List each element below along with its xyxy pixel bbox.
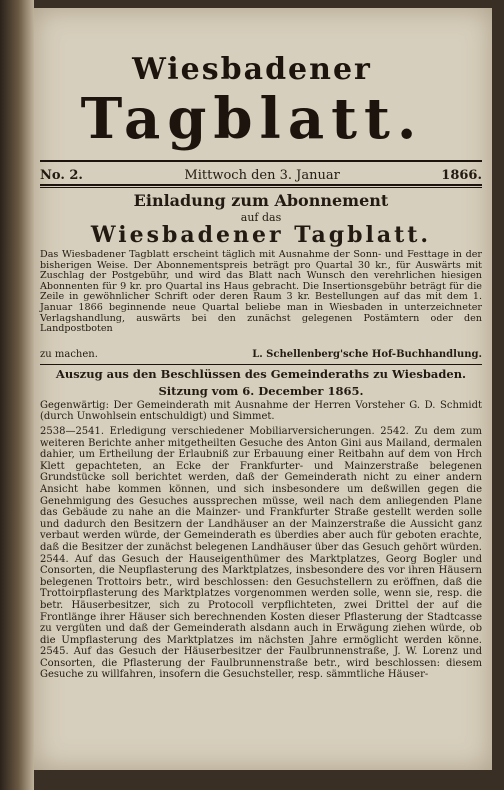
masthead-city: Wiesbadener [132, 52, 372, 87]
minutes-heading: Auszug aus den Beschlüssen des Gemeinderaths zu Wiesbaden. [55, 367, 467, 381]
invitation-connector: auf das [240, 211, 282, 224]
minutes-session: Sitzung vom 6. December 1865. [158, 384, 364, 398]
masthead-rule-top [40, 160, 482, 162]
invitation-paper-name: Wiesbadener Tagblatt. [90, 222, 432, 248]
section-divider [40, 364, 482, 365]
issue-year: 1866. [441, 167, 482, 183]
issue-number: No. 2. [40, 167, 83, 183]
invitation-signature-line [40, 349, 482, 360]
invitation-closing: zu machen. [40, 349, 98, 360]
masthead-title: Tagblatt. [80, 86, 424, 152]
issue-date: Mittwoch den 3. Januar [184, 167, 340, 183]
invitation-title: Einladung zum Abonnement [133, 191, 389, 210]
minutes-present: Gegenwärtig: Der Gemeinderath mit Ausnahme der Herren Vorsteher G. D. Schmidt (durch Unwohlsein entschuldigt) und Simmet. [40, 400, 482, 423]
minutes-body: 2538—2541. Erledigung verschiedener Mobiliarversicherungen. 2542. Zu dem zum weiteren Berichte anher mitgetheilten Gesuche des Anton Gini aus Mailand, dermalen dahier, um Ertheilung der Erlaubniß zur Erbauung einer Reitbahn auf dem von Hrch Klett gepachteten, an Ecke der Frankfurter- und Mainzerstraße belegenen Grundstücke soll berichtet werden, daß der Gemeinderath nicht zu einer andern Ansicht habe kommen können, und sich insbesondere um deßwillen gegen die Genehmigung des Gesuches aussprechen müsse, weil nach dem anliegenden Plane das Gebäude zu nahe an die Mainzer- und Frankfurter Straße gestellt werden solle und dadurch den Besitzern der Landhäuser an der Mainzerstraße die Aussicht ganz verbaut werden würde, der Gemeinderath es überdies aber auch für geboten erachte, daß die Besitzer der zunächst belegenen Landhäuser über das Gesuch gehört würden. 2544. Auf das Gesuch der Hauseigenthümer des Marktplatzes, Georg Bogler und Consorten, die Neupflasterung des Marktplatzes, insbesondere des vor ihren Häusern belegenen Trottoirs betr., wird beschlossen: den Gesuchstellern zu eröffnen, daß die Trottoirpflasterung des Marktplatzes vorgenommen werden solle, wenn sie, resp. die betr. Häuserbesitzer, sich zu Protocoll verpflichteten, zwei Drittel der auf die Frontlänge ihrer Häuser sich berechnenden Kosten dieser Pflasterung der Stadtcasse zu vergüten und daß der Gemeinderath alsdann auch in Erwägung ziehen würde, ob die Umpflasterung des Marktplatzes im nächsten Jahre ermöglicht werden könne. 2545. Auf das Gesuch der Häuserbesitzer der Faulbrunnenstraße, J. W. Lorenz und Consorten, die Pflasterung der Faulbrunnenstraße betr., wird beschlossen: diesem Gesuche zu willfahren, insofern die Gesuchsteller, resp. sämmtliche Häuser- [40, 426, 482, 681]
dateline [40, 166, 482, 184]
masthead-rule-double [40, 187, 482, 188]
masthead-rule-bottom [40, 184, 482, 186]
invitation-signature: L. Schellenberg'sche Hof-Buchhandlung. [252, 349, 482, 360]
invitation-text: Das Wiesbadener Tagblatt erscheint täglich mit Ausnahme der Sonn- und Festtage in der bisherigen Weise. Der Abonnementspreis beträgt pro Quartal 30 kr., für Auswärts mit Zuschlag der Postgebühr, und wird das Blatt nach Wunsch den verehrlichen hiesigen Abonnenten für 9 kr. pro Quartal ins Haus gebracht. Die Insertionsgebühr beträgt für die Zeile in gewöhnlicher Schrift oder deren Raum 3 kr. Bestellungen auf das mit dem 1. Januar 1866 beginnende neue Quartal beliebe man in Wiesbaden in unterzeichneter Verlagshandlung, auswärts bei den zunächst gelegenen Postämtern oder den Landpostboten [40, 249, 482, 335]
